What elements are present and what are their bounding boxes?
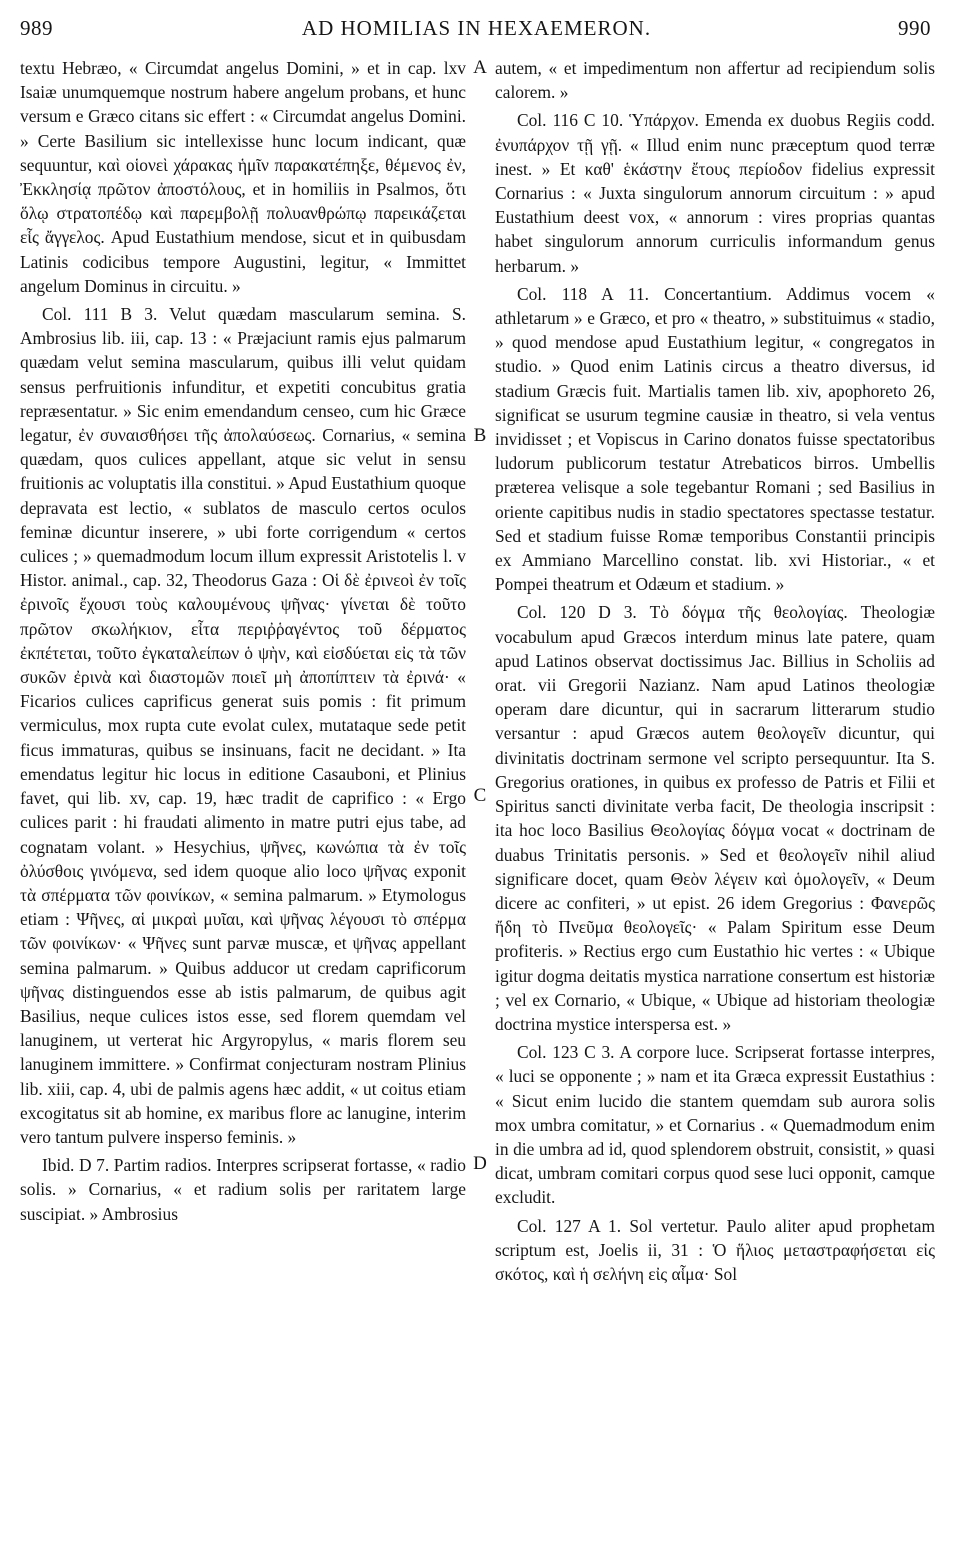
- right-column: [495, 56, 935, 1290]
- margin-marker-a: A: [473, 57, 487, 78]
- paragraph: Col. 118 A 11. Concertantium. Addimus vocem « athletarum » e Græco, et pro « theatro, » substituimus « stadio, » quod mendose apud Eustathium legitur, « congregatos in studio. » Quod enim Latinis circus a theatro diversus, id stadium Græcis fuit. Martialis tamen lib. xiv, apophoreto 26, significat se usurum tegmine causiæ in theatro, si vela ventus invidisset ; et Vopiscus in Carino donatos fuisse spectatoribus ludorum publicorum testatur Atrebaticos birros. Umbellis præterea velisque a sole tegebantur Romani ; sed Basilius in oriente capitibus nudis in stadio spectatores spectasse testatur. Sed et stadium fuisse Romæ temporibus Constantii principis ex Ammiano Marcellino constat. lib. xvi Historiar., « et Pompei theatrum et Odæum et stadium. »: [495, 283, 935, 595]
- page-number-right: 990: [898, 16, 931, 40]
- page-number-left: 989: [20, 16, 53, 40]
- margin-marker-c: C: [473, 785, 487, 806]
- paragraph: autem, « et impedimentum non affertur ad recipiendum solis calorem. »: [495, 58, 935, 103]
- paragraph: Col. 116 C 10. Ὑπάρχον. Emenda ex duobus Regiis codd. ἐνυπάρχον τῇ γῇ. « Illud enim nunc præceptum quod terræ inest. » Et καθ' ἑκάστην ἔτους περίοδον fidelius expressit Cornarius : « Juxta singulorum annorum circuitum : » apud Eustathium deest vox, « annorum : vires proprias quantas habet singulorum annorum curriculis informandum genus herbarum. »: [495, 110, 935, 276]
- paragraph: Col. 127 A 1. Sol vertetur. Paulo aliter apud prophetam scriptum est, Joelis ii, 31 : Ὁ ἥλιος μεταστραφήσεται εἰς σκότος, καὶ ἡ σελήνη εἰς αἷμα· Sol: [495, 1215, 935, 1284]
- margin-marker-b: B: [473, 425, 487, 446]
- paragraph: Col. 123 C 3. A corpore luce. Scripserat fortasse interpres, « luci se opponente ; » nam et ita Græca expressit Eustathius : « Sicut enim lucido die stantem quemdam sub aurora solis mox umbra comitatur, » et Cornarius . « Quemadmodum enim in die umbra ad id, quod splendorem obstruit, consistit, » quasi dicat, umbram comitari corpus quod sese luci opponit, camque excludit.: [495, 1042, 935, 1208]
- running-title: AD HOMILIAS IN HEXAEMERON.: [301, 16, 652, 40]
- margin-marker-d: D: [473, 1153, 487, 1174]
- paragraph: Col. 120 D 3. Τὸ δόγμα τῆς θεολογίας. Theologiæ vocabulum apud Græcos interdum minus late patere, quam apud Latinos observat doctissimus Jac. Billius in Scholiis ad orat. vii Gregorii Nazianz. Nam apud Latinos theologiæ operam dare dicuntur, qui in sacrarum litterarum studio versantur : apud Græcos autem θεολογεῖν dicuntur, qui divinitatis doctrinam sermone vel scripto persequuntur. Ita S. Gregorius orationes, in quibus ex professo de Patris et Filii et Spiritus sancti divinitate verba facit, De theologia inscripsit : ita hoc loco Basilius Θεολογίας δόγμα vocat « doctrinam de duabus Trinitatis personis. » Sed et θεολογεῖν nihil aliud significare docet, quam Θεὸν λέγειν καὶ ὁμολογεῖν, « Deum dicere ac confiteri, » ut epist. 26 idem Gregorius : Φανερῶς ἤδη τὸ Πνεῦμα θεολογεῖς· « Palam Spiritum esse Deum profiteris. » Rectius ergo cum Eustathio hic vertes : « Ubique igitur dogma deitatis mystica narratione consertum est historiæ ; vel ex Cornario, « Ubique, « Ubique ad historiam theologiæ doctrina mystice interspersa est. »: [495, 602, 935, 1034]
- paragraph: textu Hebræo, « Circumdat angelus Domini, » et in cap. lxv Isaiæ unumquemque nostrum habere angelum probans, et hunc versum e Græco citans sic effert : « Circumdat angelus Domini. » Certe Basilium sic intellexisse hunc locum indicant, quæ sequuntur, καὶ οἱονεὶ χάρακας ἡμῖν παρακατέπηξε, θέμενος ἐν, Ἐκκλησίᾳ πρῶτον ἀποστόλους, et in homiliis in Psalmos, ὅτι ὅλῳ στρατοπέδῳ καὶ παρεμβολῇ πολυανθρώπῳ παρεικάζεται εἷς ἄγγελος. Apud Eustathium mendose, sicut et in quibusdam Latinis codicibus tempore Augustini, legitur, « Immittet angelum Dominus in circuitu. »: [20, 58, 466, 296]
- page-header: [18, 14, 935, 44]
- paragraph: Col. 111 B 3. Velut quædam mascularum semina. S. Ambrosius lib. iii, cap. 13 : « Præjaciunt ramis ejus palmarum quædam velut semina mascularum, quibus illi velut quidam sensus perfruitionis infunditur, et expetiti concubitus gratia repræsentatur. » Sic enim emendandum censeo, cum hic Græce legatur, ἐν συναισθήσει τῆς ἀπολαύσεως. Cornarius, « semina quædam, quos culices appellant, atque sic velut in sensu fruitionis ac voluptatis illa constitui. » Apud Eustathium quoque depravata est lectio, « sublatos de masculo certos oculos feminæ dicuntur inserere, » ubi forte corrigendum « certos culices ; » quemadmodum locum illum expressit Aristotelis l. v Histor. animal., cap. 32, Theodorus Gaza : Οἱ δὲ ἐρινεοὶ ἐν τοῖς ἐρινοῖς ἔχουσι τοὺς καλουμένους ψῆνας· γίνεται δὲ τοῦτο πρῶτον σκωλήκιον, εἶτα περιῤῥαγέντος τοῦ δέρματος ἐκπέτεται, τοῦτο ἐγκαταλείπων ὁ ψὴν, καὶ εἰσδύεται εἰς τὰ τῶν συκῶν ἐρινὰ καὶ διαστομῶν ποιεῖ μὴ ἀποπίπτειν τὰ ἐρινά· « Ficarios culices caprificus generat suis pomis : fit primum vermiculus, mox rupta cute evolat culex, mutataque sede petit ficus immaturas, quibus se insinuans, facit ne decidant. » Ita emendatus legitur hic locus in editione Casauboni, et Plinius favet, qui lib. xv, cap. 19, hæc tradit de caprifico : « Ergo culices parit : hi fraudati alimento in matre putri ejus tabe, ad cognatam volant. » Hesychius, ψῆνες, κωνώπια τὰ ἐν τοῖς ὀλύσθοις γινόμενα, sed idem quoque alio loco ψῆνας exponit τὰ σπέρματα τῶν φοινίκων, « semina palmarum. » Etymologus etiam : Ψῆνες, αἱ μικραὶ μυῖαι, καὶ ψῆνας λέγουσι τὸ σπέρμα τῶν φοινίκων· « Ψῆνες sunt parvæ muscæ, et ψῆνας appellant semina palmarum. » Quibus adducor ut credam caprificorum ψῆνας distinguendos esse ab istis palmarum, de quibus agit Basilius, neque culices istos esse, sed florem quemdam vel lanuginem, ut verterat hic Argyropylus, « maris florem seu lanuginem immittere. » Confirmat conjecturam nostram Plinius lib. xiii, cap. 4, ubi de palmis agens hæc addit, « ut coitus etiam excogitatus sit ab homine, ex maribus flore ac lanugine, interim vero tantum pulvere insperso feminis. »: [20, 304, 466, 1147]
- left-column: [20, 56, 466, 1230]
- paragraph: Ibid. D 7. Partim radios. Interpres scripserat fortasse, « radio solis. » Cornarius, « et radium solis per raritatem large suscipiat. » Ambrosius: [20, 1155, 466, 1224]
